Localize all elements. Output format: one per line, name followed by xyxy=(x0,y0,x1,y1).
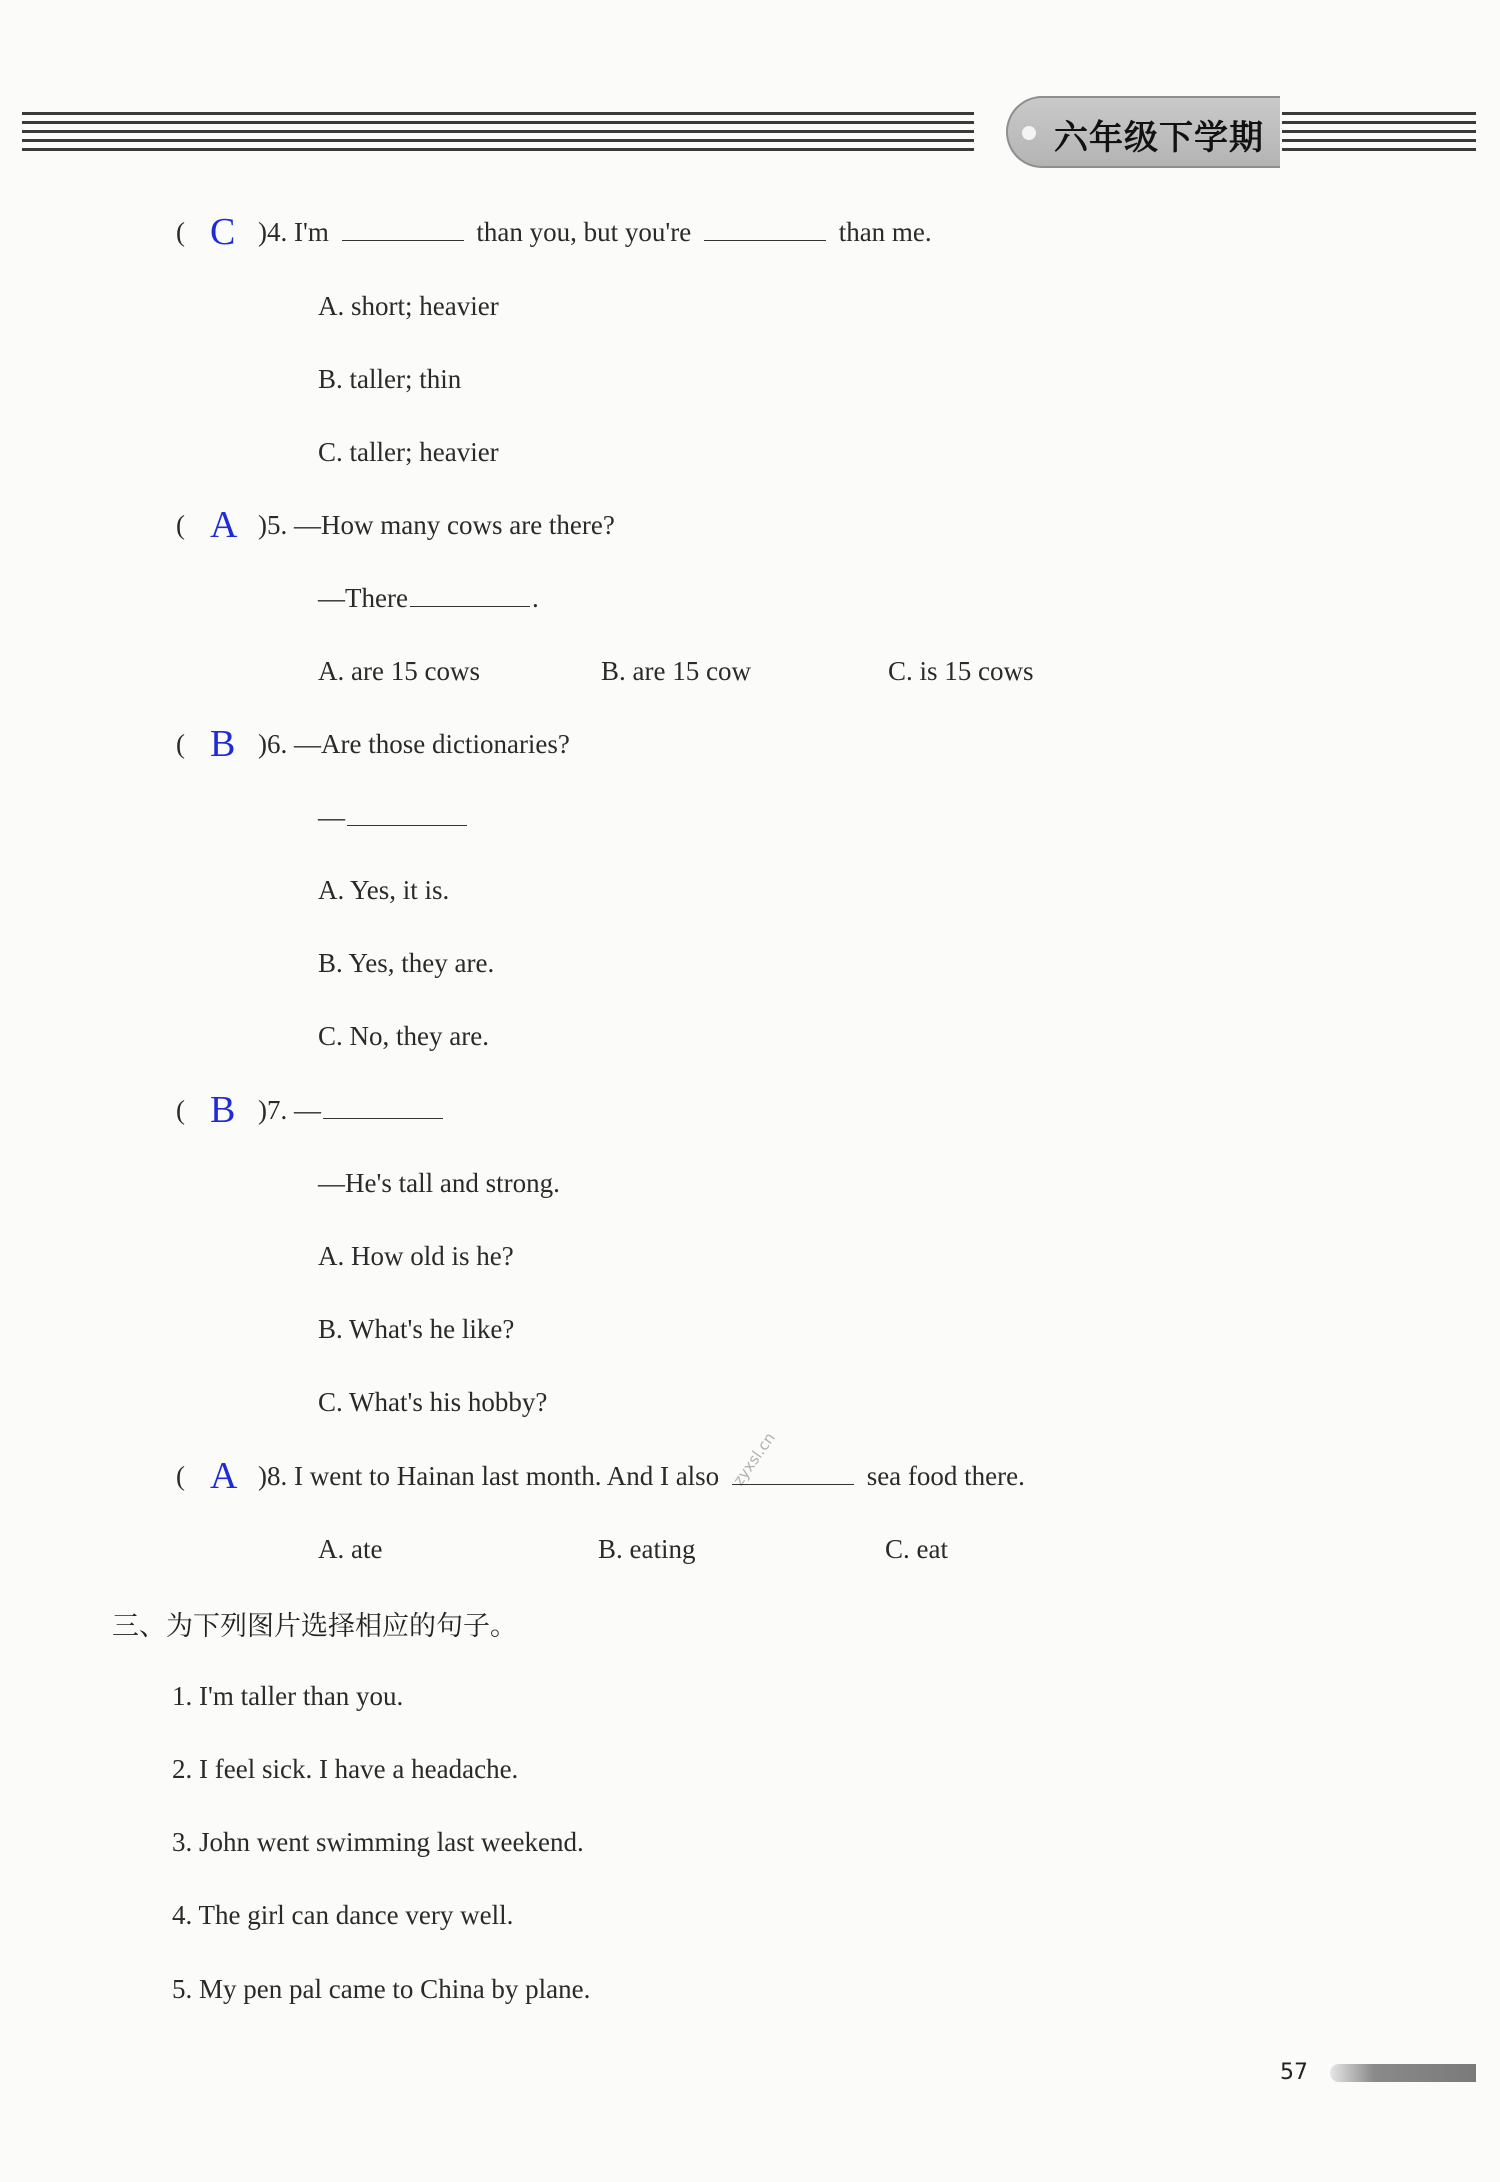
q6-reply: — xyxy=(318,799,469,835)
q5-option-b: B. are 15 cow xyxy=(601,656,751,686)
q4-blank-2 xyxy=(704,218,826,241)
sentence-1: 1. I'm taller than you. xyxy=(172,1681,404,1711)
q8-option-a: A. ate xyxy=(318,1534,383,1564)
answer-q4: C xyxy=(210,211,236,253)
open-paren: ( xyxy=(176,729,185,759)
q6-option-a: A. Yes, it is. xyxy=(318,875,450,905)
q6-blank xyxy=(347,803,467,826)
open-paren: ( xyxy=(176,510,185,540)
sentence-4: 4. The girl can dance very well. xyxy=(172,1900,514,1930)
q6-option-b: B. Yes, they are. xyxy=(318,948,495,978)
q6-number: )6. xyxy=(258,729,288,759)
q5-option-c: C. is 15 cows xyxy=(888,656,1034,686)
q8-stem-a: I went to Hainan last month. And I also xyxy=(294,1461,720,1491)
header-rule-right xyxy=(1282,112,1476,160)
q8-number: )8. xyxy=(258,1461,288,1491)
question-q8 xyxy=(258,1458,1025,1494)
q8-option-c: C. eat xyxy=(885,1534,948,1564)
badge-dot-icon xyxy=(1022,126,1036,140)
grade-badge xyxy=(1006,96,1280,168)
q4-number: )4. xyxy=(258,217,288,247)
q4-option-a: A. short; heavier xyxy=(318,291,499,321)
q7-reply: —He's tall and strong. xyxy=(318,1168,560,1198)
open-paren: ( xyxy=(176,217,185,247)
grade-label: 六年级下学期 xyxy=(1054,118,1264,158)
open-paren: ( xyxy=(176,1461,185,1491)
question-q7: )7. — xyxy=(258,1092,445,1128)
answer-q7: B xyxy=(210,1089,236,1131)
q4-stem-c: than me. xyxy=(838,217,932,247)
q7-option-b: B. What's he like? xyxy=(318,1314,515,1344)
q5-blank xyxy=(410,584,530,607)
header-rule-left xyxy=(22,112,974,160)
q5-stem: —How many cows are there? xyxy=(294,510,615,540)
answer-q8: A xyxy=(210,1455,238,1497)
q7-number: )7. xyxy=(258,1095,288,1125)
q5-number: )5. xyxy=(258,510,288,540)
q4-option-c: C. taller; heavier xyxy=(318,437,499,467)
watermark: zyxsl.cn xyxy=(729,1429,779,1489)
q4-stem-a: I'm xyxy=(294,217,329,247)
q5-option-a: A. are 15 cows xyxy=(318,656,480,686)
page-number: 57 xyxy=(1280,2060,1308,2085)
section-3-title: 三、为下列图片选择相应的句子。 xyxy=(112,1611,517,1642)
answer-q5: A xyxy=(210,504,238,546)
q7-option-a: A. How old is he? xyxy=(318,1241,514,1271)
question-q6 xyxy=(258,726,570,762)
open-paren: ( xyxy=(176,1095,185,1125)
q8-option-b: B. eating xyxy=(598,1534,696,1564)
page-number-bar xyxy=(1330,2064,1476,2082)
q7-option-c: C. What's his hobby? xyxy=(318,1387,548,1417)
q4-option-b: B. taller; thin xyxy=(318,364,462,394)
question-q4 xyxy=(258,214,932,250)
sentence-3: 3. John went swimming last weekend. xyxy=(172,1827,584,1857)
question-q5 xyxy=(258,507,615,543)
sentence-5: 5. My pen pal came to China by plane. xyxy=(172,1974,591,2004)
q4-stem-b: than you, but you're xyxy=(476,217,692,247)
q5-reply: —There . xyxy=(318,583,539,613)
q7-blank xyxy=(323,1096,443,1119)
sentence-2: 2. I feel sick. I have a headache. xyxy=(172,1754,519,1784)
q8-stem-b: sea food there. xyxy=(866,1461,1025,1491)
answer-q6: B xyxy=(210,723,236,765)
q4-blank-1 xyxy=(342,218,464,241)
q6-stem: —Are those dictionaries? xyxy=(294,729,570,759)
q6-option-c: C. No, they are. xyxy=(318,1021,489,1051)
q8-blank xyxy=(732,1462,854,1485)
